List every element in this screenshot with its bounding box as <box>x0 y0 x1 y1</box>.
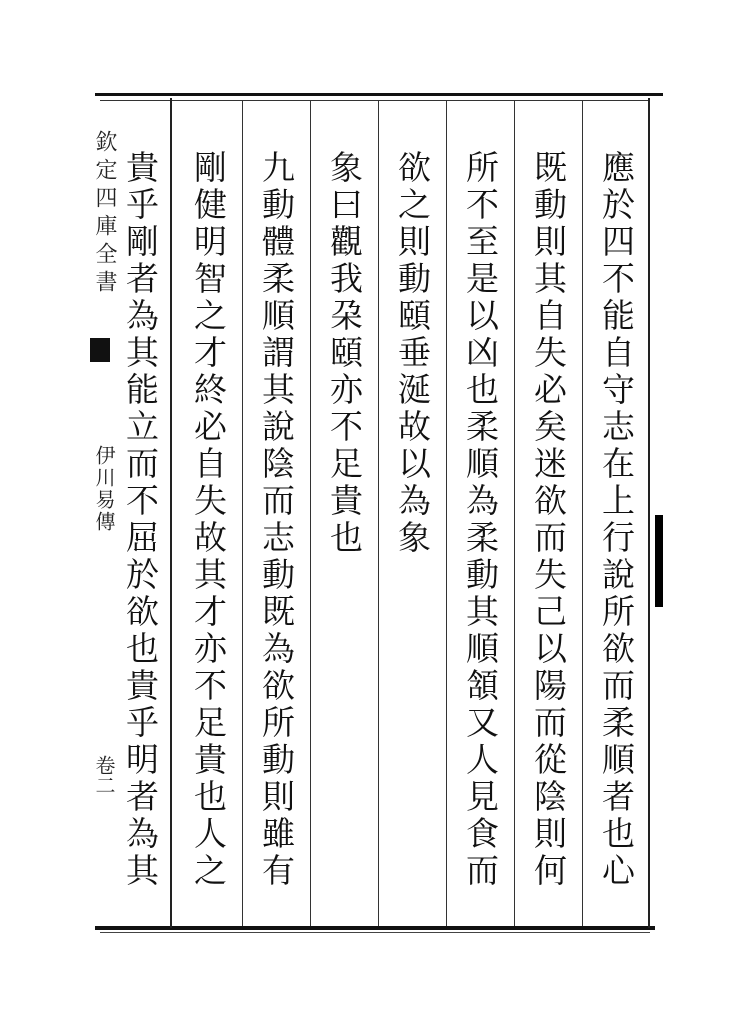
column-divider <box>514 100 515 926</box>
top-border <box>95 93 663 96</box>
margin-page-number: 卷二 <box>92 755 116 795</box>
text-column: 所不至是以凶也柔順為柔動其順頷又人見食而 <box>461 150 500 890</box>
text-column: 既動則其自失必矣迷欲而失己以陽而從陰則何 <box>529 150 568 890</box>
text-column: 剛健明智之才終必自失故其才亦不足貴也人之 <box>189 150 228 890</box>
column-divider <box>310 100 311 926</box>
text-column: 欲之則動頤垂涎故以為象 <box>393 150 432 557</box>
bottom-border <box>95 926 655 930</box>
column-divider <box>582 100 583 926</box>
bottom-border-inner <box>100 932 650 933</box>
book-margin <box>88 100 122 926</box>
text-column: 象曰觀我朶頤亦不足貴也 <box>325 150 364 557</box>
fish-tail-mark <box>90 338 110 362</box>
right-border <box>648 98 650 928</box>
text-column: 九動體柔順謂其說陰而志動既為欲所動則雖有 <box>257 150 296 890</box>
margin-book-title: 欽定四庫全書 <box>92 130 117 298</box>
page-edge-mark <box>655 515 663 607</box>
column-divider <box>242 100 243 926</box>
column-divider <box>378 100 379 926</box>
text-column: 應於四不能自守志在上行說所欲而柔順者也心 <box>597 150 636 890</box>
left-border <box>170 98 172 928</box>
text-column: 貴乎剛者為其能立而不屈於欲也貴乎明者為其 <box>121 150 160 890</box>
margin-section-title: 伊川易傳 <box>92 445 116 533</box>
column-divider <box>446 100 447 926</box>
top-border-inner <box>100 100 648 101</box>
